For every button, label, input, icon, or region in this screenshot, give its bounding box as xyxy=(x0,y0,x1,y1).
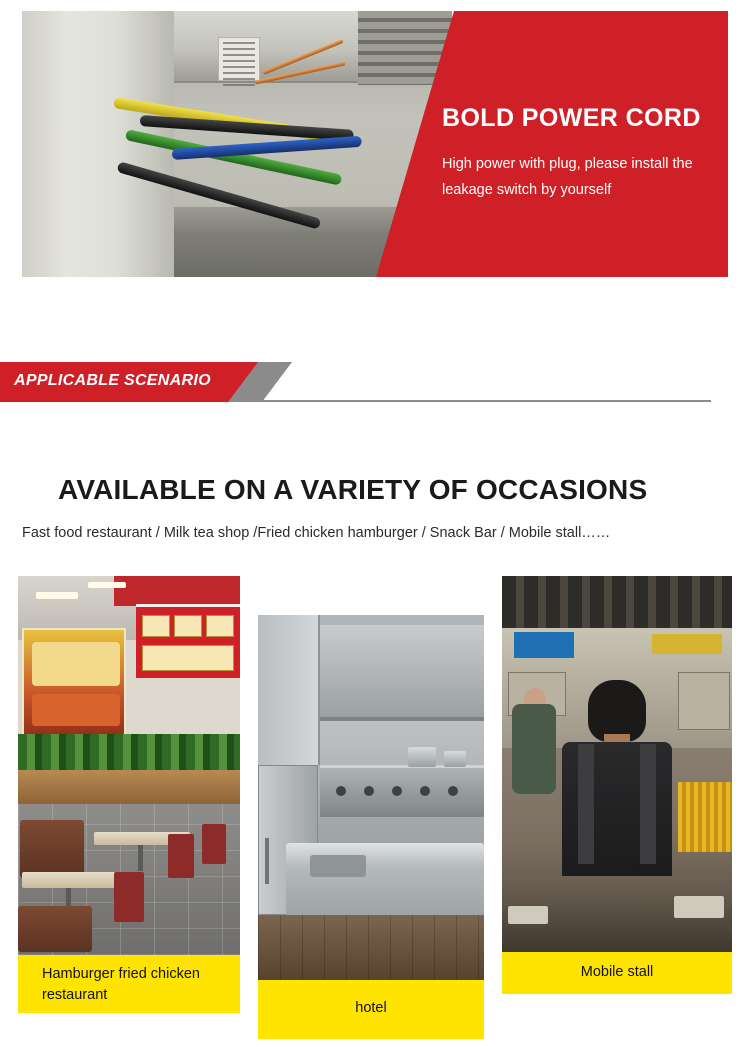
planter-hedge xyxy=(18,734,240,774)
hero-photo xyxy=(22,11,452,277)
dining-table xyxy=(22,872,118,888)
wall-panel xyxy=(258,615,320,765)
menu-board xyxy=(136,604,240,678)
hero-banner xyxy=(22,11,728,277)
extraction-hood xyxy=(318,625,484,721)
section-divider-rule xyxy=(262,400,711,402)
stock-pot xyxy=(408,747,436,767)
shop-sign-blue xyxy=(514,632,574,658)
food-tray xyxy=(508,906,548,924)
stock-pot xyxy=(444,751,466,767)
bystander xyxy=(512,704,556,794)
restaurant-interior-photo xyxy=(18,576,240,955)
scenario-card xyxy=(502,576,732,994)
wall-poster xyxy=(22,628,126,740)
sink-basin xyxy=(310,855,366,877)
booth-seat xyxy=(20,820,84,878)
market-ceiling xyxy=(502,576,732,628)
mobile-stall-photo xyxy=(502,576,732,952)
shop-sign-yellow xyxy=(652,634,722,654)
card-caption: hotel xyxy=(258,980,484,1039)
chair xyxy=(168,834,194,878)
fried-snacks-display xyxy=(678,782,732,852)
apron-strap-right xyxy=(640,744,656,864)
card-caption: Hamburger fried chicken restaurant xyxy=(18,955,240,1013)
chair xyxy=(202,824,226,864)
equipment-label-sticker xyxy=(218,37,260,81)
occasions-heading: AVAILABLE ON A VARIETY OF OCCASIONS xyxy=(58,474,648,505)
food-tray xyxy=(674,896,724,918)
occasions-subheading: Fast food restaurant / Milk tea shop /Fried chicken hamburger / Snack Bar / Mobile stall…… xyxy=(22,525,611,541)
table-leg xyxy=(138,845,143,871)
commercial-kitchen-photo xyxy=(258,615,484,980)
ceiling-red-band xyxy=(114,576,240,606)
vendor-head xyxy=(588,680,646,742)
applicable-scenario-tag xyxy=(0,362,750,410)
card-caption: Mobile stall xyxy=(502,952,732,994)
scenario-card xyxy=(258,615,484,1039)
hero-subtitle: High power with plug, please install the leakage switch by yourself xyxy=(442,156,693,198)
service-counter xyxy=(18,770,240,804)
chair xyxy=(114,872,144,922)
cooking-range xyxy=(320,765,484,817)
ceiling-light xyxy=(36,592,78,599)
display-shelf xyxy=(678,672,730,730)
hero-title: BOLD POWER CORD xyxy=(442,104,701,132)
scenario-card xyxy=(18,576,240,1013)
booth-seat xyxy=(18,906,92,952)
ceiling-light xyxy=(88,582,126,588)
floor-plank-lines xyxy=(258,915,484,980)
apron-strap-left xyxy=(578,744,594,864)
section-tag-label: APPLICABLE SCENARIO xyxy=(14,372,211,389)
